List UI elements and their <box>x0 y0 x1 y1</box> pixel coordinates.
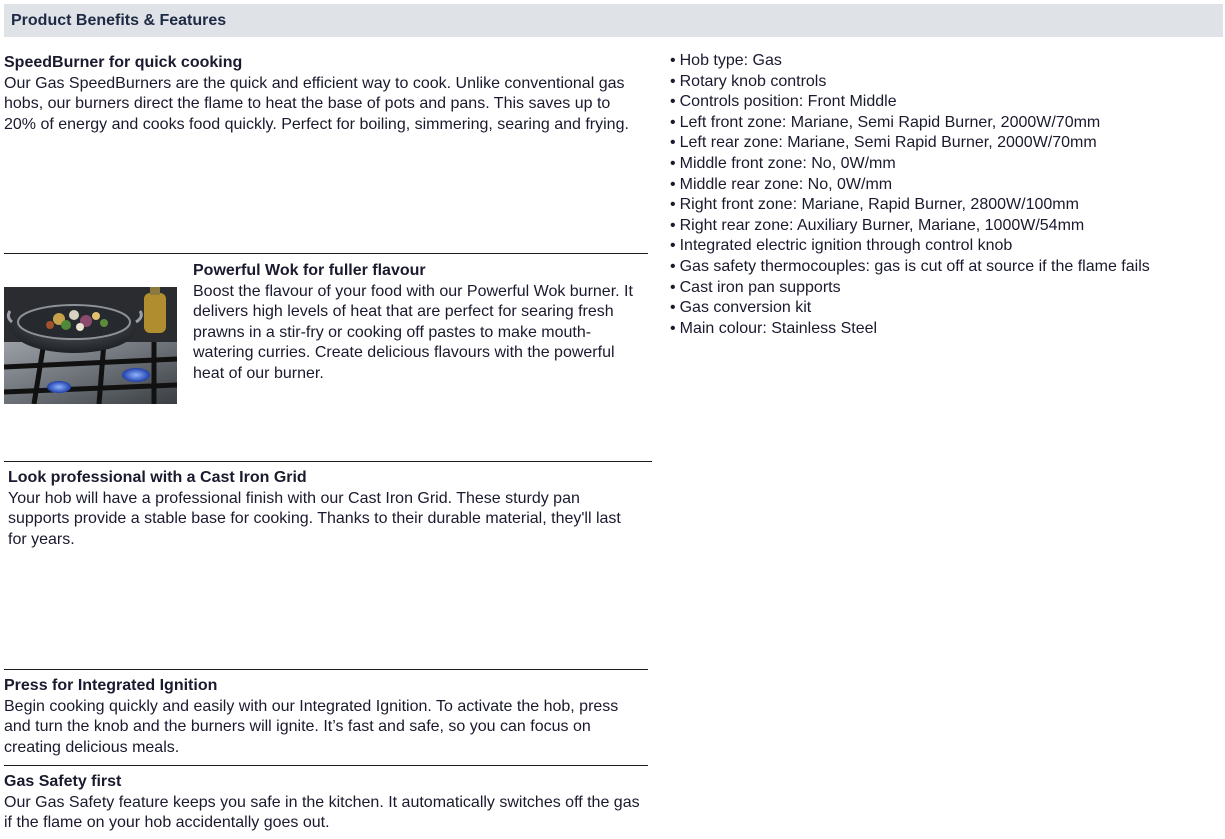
divider <box>4 765 648 766</box>
spec-item: • Gas safety thermocouples: gas is cut off at source if the flame fails <box>670 257 1150 278</box>
feature-title: Gas Safety first <box>4 773 122 790</box>
feature-body: Our Gas SpeedBurners are the quick and efficient way to cook. Unlike conventional gas hobs, our burners direct the flame to heat the base of pots and pans. This saves up to 20% of energy and cooks food quickly. Perfect for boiling, simmering, searing and frying. <box>4 74 629 133</box>
feature-gas-safety <box>4 772 649 834</box>
feature-powerful-wok <box>193 261 648 385</box>
spec-item: • Main colour: Stainless Steel <box>670 319 1150 340</box>
feature-integrated-ignition <box>4 676 634 758</box>
feature-cast-iron-grid <box>8 468 640 550</box>
feature-body: Our Gas Safety feature keeps you safe in the kitchen. It automatically switches off the gas if the flame on your hob accidentally goes out. <box>4 793 640 832</box>
feature-body: Begin cooking quickly and easily with our Integrated Ignition. To activate the hob, press and turn the knob and the burners will ignite. It’s fast and safe, so you can focus on creating delicious meals. <box>4 697 619 756</box>
feature-title: Powerful Wok for fuller flavour <box>193 262 426 279</box>
spec-item: • Right front zone: Mariane, Rapid Burner, 2800W/100mm <box>670 195 1150 216</box>
spec-item: • Left front zone: Mariane, Semi Rapid Burner, 2000W/70mm <box>670 113 1150 134</box>
spec-item: • Middle rear zone: No, 0W/mm <box>670 175 1150 196</box>
feature-body: Boost the flavour of your food with our Powerful Wok burner. It delivers high levels of heat that are perfect for searing fresh prawns in a stir-fry or cooking off pastes to make mouth-watering curries. Create delicious flavours with the powerful heat of our burner. <box>193 282 633 382</box>
feature-title: Look professional with a Cast Iron Grid <box>8 469 307 486</box>
divider <box>4 461 652 462</box>
spec-item: • Integrated electric ignition through control knob <box>670 236 1150 257</box>
spec-item: • Controls position: Front Middle <box>670 92 1150 113</box>
feature-title: Press for Integrated Ignition <box>4 677 218 694</box>
spec-item: • Middle front zone: No, 0W/mm <box>670 154 1150 175</box>
feature-title: SpeedBurner for quick cooking <box>4 54 243 71</box>
feature-speedburner <box>4 53 644 135</box>
spec-item: • Right rear zone: Auxiliary Burner, Mariane, 1000W/54mm <box>670 216 1150 237</box>
page-title: Product Benefits & Features <box>11 12 227 29</box>
spec-item: • Gas conversion kit <box>670 298 1150 319</box>
feature-body: Your hob will have a professional finish with our Cast Iron Grid. These sturdy pan supports provide a stable base for cooking. Thanks to their durable material, they'll last for years. <box>8 489 621 548</box>
spec-item: • Rotary knob controls <box>670 72 1150 93</box>
spec-item: • Cast iron pan supports <box>670 278 1150 299</box>
wok-image <box>4 287 177 404</box>
specs-list <box>670 51 1150 339</box>
spec-item: • Left rear zone: Mariane, Semi Rapid Burner, 2000W/70mm <box>670 133 1150 154</box>
divider <box>4 669 648 670</box>
header-bar <box>4 4 1223 37</box>
divider <box>4 253 648 254</box>
spec-item: • Hob type: Gas <box>670 51 1150 72</box>
